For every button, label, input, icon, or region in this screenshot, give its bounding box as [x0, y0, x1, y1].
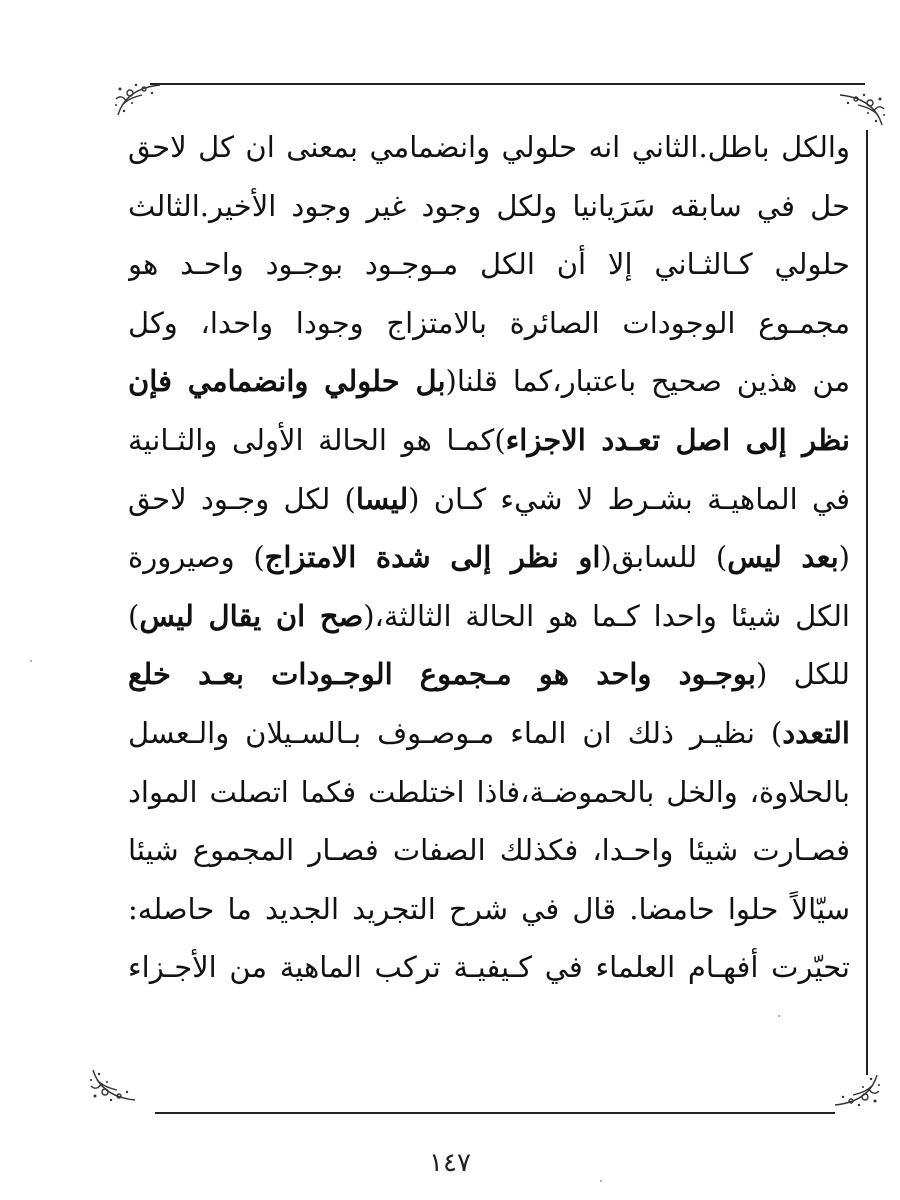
frame-top-border: [150, 83, 865, 85]
text-line: [128, 645, 850, 704]
text-line: [128, 880, 850, 939]
text-segment: للكل (: [755, 657, 850, 692]
text-segment: فصـارت شيئا واحـدا، فكذلك الصفات فصـار المجموع شيئا: [128, 833, 850, 868]
bold-text-segment: ليسا: [355, 481, 409, 516]
scan-speck: [600, 1180, 602, 1182]
text-line: [128, 294, 850, 353]
text-segment: ) للسابق(: [600, 540, 728, 575]
text-line: [128, 177, 850, 236]
text-line: [128, 470, 850, 529]
body-text: [128, 118, 850, 997]
text-segment: الكل شيئا واحدا كـما هو الحالة الثالثة،(: [363, 598, 850, 633]
text-segment: )كمـا هو الحالة الأولى والثـانية: [128, 422, 506, 457]
text-segment: ): [128, 598, 140, 633]
bold-text-segment: التعدد: [782, 715, 850, 750]
text-line: [128, 235, 850, 294]
text-segment: في الماهيـة بشـرط لا شيء كـان (: [408, 481, 850, 516]
text-segment: بالحلاوة، والخل بالحموضـة،فاذا اختلطت فكما اتصلت المواد: [128, 774, 850, 809]
text-line: [128, 938, 850, 997]
frame-bottom-border: [155, 1112, 835, 1114]
bold-text-segment: او نظر إلى شدة الامتزاج: [264, 540, 601, 575]
bold-text-segment: بعد ليس: [727, 540, 839, 575]
scan-speck: [778, 1015, 780, 1017]
frame-right-border: [866, 130, 868, 1075]
text-segment: تحيّرت أفهـام العلماء في كـيفيـة تركب الماهية من الأجـزاء: [128, 950, 850, 985]
text-segment: من هذين صحيح باعتبار،كما قلنا(: [445, 364, 850, 399]
text-segment: ) لكل وجـود لاحق: [128, 481, 356, 516]
text-segment: ) نظيـر ذلك ان الماء مـوصـوف بـالسـيلان والـعسل: [128, 715, 783, 750]
text-line: [128, 821, 850, 880]
corner-ornament-icon: [85, 1050, 145, 1110]
text-line: [128, 118, 850, 177]
bold-text-segment: صح ان يقال ليس: [139, 598, 364, 633]
corner-ornament-icon: [825, 1055, 885, 1115]
scan-speck: [30, 660, 32, 662]
text-line: [128, 411, 850, 470]
bold-text-segment: نظر إلى اصل تعـدد الاجزاء: [505, 422, 850, 457]
text-segment: ) وصيرورة: [128, 540, 265, 575]
text-segment: والكل باطل.الثاني انه حلولي وانضمامي بمعنى ان كل لاحق: [128, 130, 850, 164]
text-line: [128, 352, 850, 411]
text-segment: حلولي كـالثـاني إلا أن الكل مـوجـود بوجـود واحـد هو: [128, 247, 850, 282]
bold-text-segment: بوجـود واحد هو مـجموع الوجـودات بعـد خلع: [128, 657, 756, 692]
text-line: [128, 763, 850, 822]
page-number: ١٤٧: [429, 1148, 471, 1178]
text-line: [128, 528, 850, 587]
text-line: [128, 704, 850, 763]
text-segment: حل في سابقه سَرَيانيا ولكل وجود غير وجود الأخير.الثالث: [128, 188, 850, 223]
text-segment: (: [838, 540, 850, 575]
text-segment: سيّالاً حلوا حامضا. قال في شرح التجريد الجديد ما حاصله:: [128, 891, 850, 926]
bold-text-segment: بل حلولي وانضمامي فإن: [128, 364, 446, 399]
text-segment: مجمـوع الوجودات الصائرة بالامتزاج وجودا واحدا، وكل: [128, 305, 850, 340]
text-line: [128, 587, 850, 646]
